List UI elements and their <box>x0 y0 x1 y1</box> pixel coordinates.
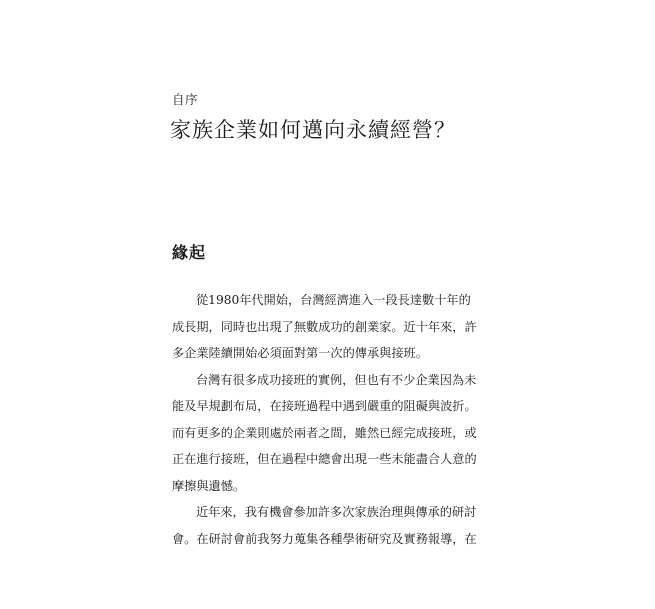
text-line: 多企業陸續開始必須面對第一次的傳承與接班。 <box>172 346 428 360</box>
section-heading: 緣起 <box>172 243 207 262</box>
body-text <box>172 291 478 556</box>
page-title: 家族企業如何邁向永續經營？ <box>170 118 456 142</box>
text-line: 能及早規劃布局，在接班過程中遇到嚴重的阻礙與波折。 <box>172 399 477 413</box>
text-line: 正在進行接班，但在過程中總會出現一些未能盡合人意的 <box>172 452 477 466</box>
text-line: 摩擦與遺憾。 <box>172 478 246 493</box>
section-label: 自序 <box>172 92 199 107</box>
text-line: 從1980年代開始，台灣經濟進入一段長達數十年的 <box>196 293 471 307</box>
text-line: 近年來，我有機會參加許多次家族治理與傳承的研討 <box>196 505 477 519</box>
text-line: 而有更多的企業則處於兩者之間，雖然已經完成接班，或 <box>172 425 477 440</box>
text-line: 會。在研討會前我努力蒐集各種學術研究及實務報導，在 <box>172 531 477 546</box>
text-line: 台灣有很多成功接班的實例，但也有不少企業因為未 <box>196 372 477 387</box>
text-line: 成長期，同時也出現了無數成功的創業家。近十年來，許 <box>172 319 477 334</box>
